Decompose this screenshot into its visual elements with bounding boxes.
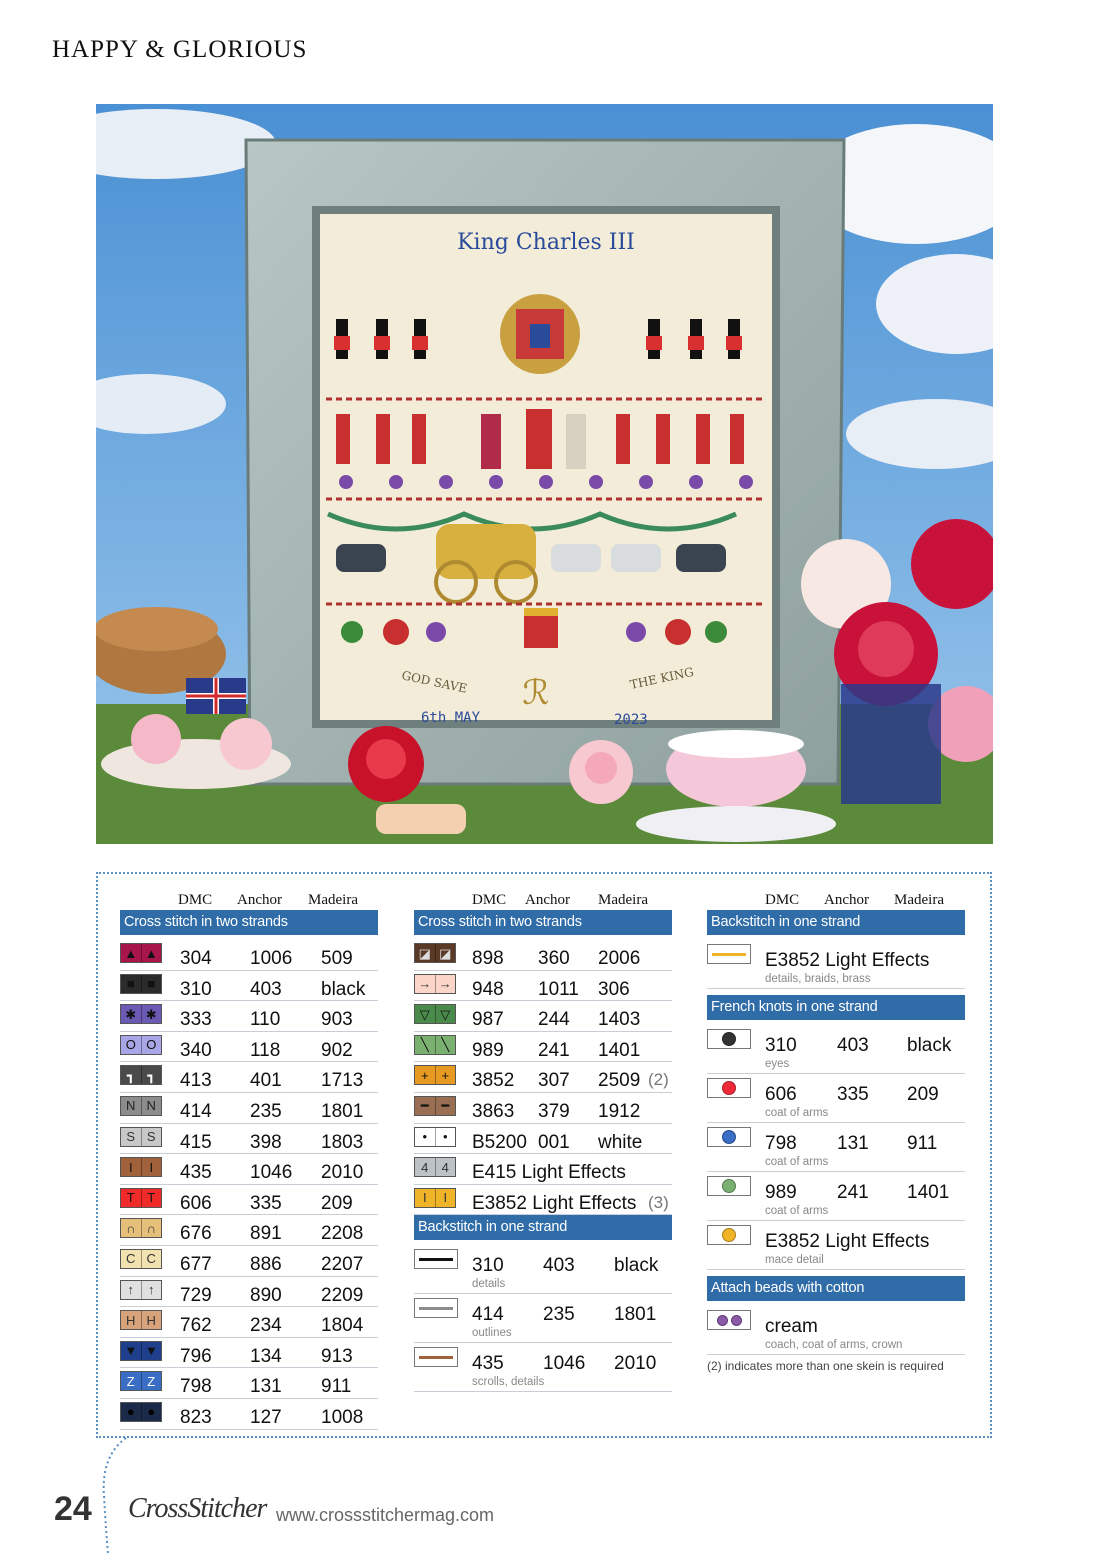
bead-icon — [707, 1310, 751, 1330]
thread-row — [414, 1185, 672, 1216]
thread-anchor: 379 — [538, 1100, 570, 1122]
thread-dmc: 415 — [180, 1131, 212, 1153]
section-french-knots: French knots in one strand — [707, 995, 965, 1020]
thread-row — [120, 1124, 378, 1155]
symbol-glyph: ╲ — [420, 1037, 429, 1053]
usage-note: details, braids, brass — [765, 973, 871, 985]
stitch-symbol-icon — [120, 1341, 162, 1361]
thread-madeira: 2209 — [321, 1284, 364, 1306]
usage-note: details — [472, 1278, 506, 1291]
thread-anchor: 886 — [250, 1253, 282, 1275]
thread-row — [414, 1124, 672, 1155]
usage-note: coat of arms — [765, 1205, 829, 1217]
thread-madeira: 1713 — [321, 1070, 364, 1092]
usage-note: eyes — [765, 1058, 790, 1070]
thread-madeira: 2006 — [598, 948, 641, 969]
thread-dmc: 823 — [180, 1406, 212, 1428]
thread-madeira: 902 — [321, 1039, 353, 1061]
thread-madeira: 209 — [321, 1192, 353, 1214]
symbol-glyph: T — [141, 1189, 162, 1207]
backstitch-row — [414, 1294, 672, 1343]
stitch-symbol-icon — [414, 974, 456, 994]
thread-row — [120, 1185, 378, 1216]
backstitch-row — [414, 1343, 672, 1392]
symbol-glyph: ✱ — [125, 1006, 137, 1022]
thread-row — [120, 1062, 378, 1093]
thread-madeira: 306 — [598, 978, 630, 1000]
page-header-title: HAPPY & GLORIOUS — [52, 36, 308, 63]
thread-dmc: 413 — [180, 1070, 212, 1092]
header-anchor: Anchor — [824, 892, 869, 908]
symbol-glyph: I — [435, 1189, 456, 1207]
thread-anchor: 360 — [538, 948, 570, 969]
stitch-symbol-icon — [120, 1035, 162, 1055]
magazine-url: www.crossstitchermag.com — [276, 1505, 495, 1525]
symbol-glyph: N — [126, 1098, 136, 1114]
symbol-glyph: ┓ — [141, 1066, 162, 1084]
thread-dmc: 304 — [180, 948, 212, 969]
symbol-glyph: C — [126, 1251, 136, 1267]
symbol-glyph: S — [141, 1128, 162, 1146]
thread-dmc: 987 — [472, 1009, 504, 1031]
thread-anchor: 890 — [250, 1284, 282, 1306]
symbol-glyph: ✱ — [141, 1005, 162, 1023]
stitch-symbol-icon — [414, 1127, 456, 1147]
symbol-glyph: ┓ — [126, 1067, 135, 1083]
symbol-glyph: ▲ — [141, 944, 162, 962]
key-column-1 — [120, 892, 378, 1430]
header-madeira: Madeira — [598, 892, 648, 908]
thread-dmc: 989 — [765, 1182, 797, 1203]
backstitch-row — [414, 1245, 672, 1294]
thread-anchor: 1011 — [538, 978, 579, 1000]
thread-dmc: 989 — [472, 1039, 504, 1061]
stitch-symbol-icon — [120, 1065, 162, 1085]
thread-name: E3852 Light Effects — [765, 1231, 930, 1252]
thread-dmc: 3852 — [472, 1070, 515, 1092]
thread-anchor: 403 — [250, 978, 282, 1000]
french-row — [707, 1025, 965, 1074]
thread-madeira: 2509 — [598, 1070, 641, 1092]
thread-row — [414, 1154, 672, 1185]
thread-dmc: 798 — [180, 1376, 212, 1398]
thread-madeira: 903 — [321, 1009, 353, 1031]
symbol-glyph: ◪ — [418, 945, 431, 961]
skein-count: (2) — [648, 1070, 669, 1090]
thread-madeira: 2010 — [614, 1353, 657, 1375]
sampler-motto-left: GOD SAVE — [400, 668, 469, 696]
stitch-symbol-icon — [120, 943, 162, 963]
thread-dmc: 414 — [180, 1100, 212, 1122]
stitch-symbol-icon — [414, 1035, 456, 1055]
symbol-glyph: I — [141, 1158, 162, 1176]
column-headers — [120, 892, 378, 910]
french-knot-icon — [707, 1078, 751, 1098]
header-dmc: DMC — [178, 892, 213, 908]
thread-dmc: 435 — [472, 1353, 504, 1375]
symbol-glyph: ∩ — [141, 1219, 162, 1237]
symbol-glyph: 4 — [421, 1159, 429, 1175]
symbol-glyph: ▽ — [419, 1006, 430, 1022]
symbol-glyph: C — [141, 1250, 162, 1268]
thread-madeira: white — [598, 1131, 643, 1153]
stitch-symbol-icon — [120, 1402, 162, 1422]
thread-row — [120, 940, 378, 971]
thread-anchor: 241 — [837, 1182, 869, 1203]
thread-row — [120, 1368, 378, 1399]
symbol-glyph: → — [418, 976, 432, 992]
thread-madeira: 1804 — [321, 1315, 364, 1337]
symbol-glyph: Z — [126, 1373, 135, 1389]
symbol-glyph: ◪ — [435, 944, 456, 962]
thread-row — [414, 1001, 672, 1032]
stitch-symbol-icon — [414, 943, 456, 963]
symbol-glyph: ● — [126, 1404, 135, 1420]
thread-name: E415 Light Effects — [472, 1162, 626, 1184]
symbol-glyph: ■ — [141, 975, 162, 993]
thread-row — [120, 1032, 378, 1063]
sampler-motto-right: THE KING — [628, 664, 696, 692]
thread-name: cream — [765, 1316, 818, 1337]
thread-dmc: 333 — [180, 1009, 212, 1031]
backstitch-row — [707, 940, 965, 989]
symbol-glyph: ▼ — [124, 1343, 138, 1359]
backstitch-line-icon — [414, 1298, 458, 1318]
thread-anchor: 118 — [250, 1039, 281, 1061]
sampler-photo — [96, 104, 993, 844]
thread-row — [120, 971, 378, 1002]
thread-anchor: 403 — [837, 1035, 869, 1056]
symbol-glyph: ╲ — [435, 1036, 456, 1054]
thread-name: E3852 Light Effects — [472, 1192, 637, 1214]
thread-anchor: 1006 — [250, 948, 293, 969]
symbol-glyph: O — [125, 1037, 136, 1053]
thread-madeira: 1401 — [598, 1039, 641, 1061]
thread-madeira: 1803 — [321, 1131, 364, 1153]
symbol-glyph: ▽ — [435, 1005, 456, 1023]
column-headers — [707, 892, 965, 910]
symbol-glyph: • — [422, 1129, 428, 1145]
thread-row — [120, 1307, 378, 1338]
symbol-glyph: N — [141, 1097, 162, 1115]
thread-madeira: black — [907, 1035, 952, 1056]
thread-madeira: 913 — [321, 1345, 353, 1367]
section-backstitch: Backstitch in one strand — [707, 910, 965, 935]
thread-row — [414, 1032, 672, 1063]
thread-anchor: 131 — [250, 1376, 282, 1398]
thread-dmc: 3863 — [472, 1100, 515, 1122]
thread-row — [414, 940, 672, 971]
thread-madeira: 1801 — [321, 1100, 364, 1122]
thread-dmc: 796 — [180, 1345, 212, 1367]
french-row — [707, 1172, 965, 1221]
thread-madeira: 2010 — [321, 1162, 364, 1184]
stitch-symbol-icon — [120, 1249, 162, 1269]
stitch-symbol-icon — [120, 1096, 162, 1116]
thread-anchor: 001 — [538, 1131, 570, 1153]
usage-note: coat of arms — [765, 1156, 829, 1168]
thread-anchor: 241 — [538, 1039, 570, 1061]
thread-madeira: 1401 — [907, 1182, 950, 1203]
sampler-date-right: 2023 — [614, 712, 648, 728]
symbol-glyph: → — [435, 975, 456, 993]
skein-footnote: (2) indicates more than one skein is required — [707, 1359, 944, 1373]
symbol-glyph: I — [422, 1190, 427, 1206]
thread-name: E3852 Light Effects — [765, 950, 930, 971]
stitch-symbol-icon — [414, 1065, 456, 1085]
thread-row — [120, 1001, 378, 1032]
header-anchor: Anchor — [237, 892, 282, 908]
french-knot-icon — [707, 1029, 751, 1049]
thread-anchor: 335 — [250, 1192, 282, 1214]
thread-anchor: 403 — [543, 1255, 575, 1277]
thread-anchor: 307 — [538, 1070, 570, 1092]
header-madeira: Madeira — [308, 892, 358, 908]
magazine-brand: CrossStitcher — [128, 1493, 267, 1524]
thread-row — [120, 1246, 378, 1277]
thread-madeira: black — [321, 978, 366, 1000]
symbol-glyph: ↑ — [141, 1281, 162, 1299]
thread-anchor: 110 — [250, 1009, 281, 1031]
symbol-glyph: ∩ — [126, 1220, 136, 1236]
thread-madeira: 209 — [907, 1084, 939, 1105]
symbol-glyph: Z — [141, 1372, 162, 1390]
thread-anchor: 131 — [837, 1133, 869, 1154]
sampler-cypher: ℛ — [522, 673, 550, 713]
usage-note: mace detail — [765, 1254, 824, 1266]
symbol-glyph: ■ — [126, 976, 135, 992]
symbol-glyph: ━ — [435, 1097, 456, 1115]
thread-madeira: 1801 — [614, 1304, 657, 1326]
thread-madeira: 1912 — [598, 1100, 641, 1122]
section-beads: Attach beads with cotton — [707, 1276, 965, 1301]
stitch-symbol-icon — [120, 1310, 162, 1330]
symbol-glyph: 4 — [435, 1158, 456, 1176]
usage-note: scrolls, details — [472, 1376, 545, 1389]
bead-row — [707, 1306, 965, 1355]
thread-anchor: 235 — [543, 1304, 575, 1326]
page-number: 24 — [54, 1490, 92, 1528]
thread-dmc: 340 — [180, 1039, 212, 1061]
symbol-glyph: ━ — [420, 1098, 429, 1114]
thread-madeira: 2208 — [321, 1223, 364, 1245]
stitch-symbol-icon — [120, 1280, 162, 1300]
thread-dmc: 762 — [180, 1315, 212, 1337]
thread-madeira: 1403 — [598, 1009, 641, 1031]
sampler-title: King Charles III — [457, 230, 635, 255]
header-anchor: Anchor — [525, 892, 570, 908]
header-dmc: DMC — [472, 892, 507, 908]
thread-dmc: 729 — [180, 1284, 212, 1306]
thread-madeira: 911 — [321, 1376, 352, 1398]
symbol-glyph: + — [420, 1067, 429, 1083]
section-cross-stitch: Cross stitch in two strands — [414, 910, 672, 935]
thread-anchor: 134 — [250, 1345, 282, 1367]
thread-dmc: B5200 — [472, 1131, 527, 1153]
symbol-glyph: ▲ — [124, 945, 138, 961]
thread-madeira: 2207 — [321, 1253, 364, 1275]
header-madeira: Madeira — [894, 892, 944, 908]
symbol-glyph: ● — [141, 1403, 162, 1421]
stitch-symbol-icon — [120, 1004, 162, 1024]
thread-anchor: 1046 — [250, 1162, 293, 1184]
usage-note: coat of arms — [765, 1107, 829, 1119]
thread-anchor: 891 — [250, 1223, 282, 1245]
usage-note: coach, coat of arms, crown — [765, 1339, 903, 1351]
stitch-symbol-icon — [120, 1157, 162, 1177]
french-knot-icon — [707, 1127, 751, 1147]
thread-anchor: 335 — [837, 1084, 869, 1105]
symbol-glyph: T — [126, 1190, 135, 1206]
thread-row — [120, 1277, 378, 1308]
thread-dmc: 414 — [472, 1304, 504, 1326]
column-headers — [414, 892, 672, 910]
key-column-3 — [707, 892, 965, 1373]
thread-row — [120, 1215, 378, 1246]
french-row — [707, 1074, 965, 1123]
french-row — [707, 1123, 965, 1172]
thread-row — [414, 1093, 672, 1124]
symbol-glyph: • — [435, 1128, 456, 1146]
thread-madeira: 509 — [321, 948, 353, 969]
backstitch-line-icon — [414, 1249, 458, 1269]
symbol-glyph: ▼ — [141, 1342, 162, 1360]
french-row — [707, 1221, 965, 1270]
sampler-date-left: 6th MAY — [421, 710, 481, 726]
stitch-symbol-icon — [414, 1157, 456, 1177]
french-knot-icon — [707, 1225, 751, 1245]
thread-anchor: 127 — [250, 1406, 282, 1428]
symbol-glyph: S — [126, 1129, 136, 1145]
symbol-glyph: + — [435, 1066, 456, 1084]
thread-dmc: 310 — [180, 978, 212, 1000]
thread-dmc: 606 — [765, 1084, 797, 1105]
stitch-symbol-icon — [120, 974, 162, 994]
symbol-glyph: H — [126, 1312, 136, 1328]
thread-row — [414, 1062, 672, 1093]
section-cross-stitch: Cross stitch in two strands — [120, 910, 378, 935]
section-backstitch: Backstitch in one strand — [414, 1215, 672, 1240]
thread-anchor: 1046 — [543, 1353, 586, 1375]
symbol-glyph: ↑ — [127, 1282, 134, 1298]
symbol-glyph: I — [128, 1159, 133, 1175]
stitch-symbol-icon — [120, 1188, 162, 1208]
thread-dmc: 435 — [180, 1162, 212, 1184]
backstitch-line-icon — [414, 1347, 458, 1367]
backstitch-line-icon — [707, 944, 751, 964]
stitch-symbol-icon — [120, 1218, 162, 1238]
stitch-symbol-icon — [120, 1371, 162, 1391]
thread-dmc: 948 — [472, 978, 504, 1000]
thread-row — [120, 1093, 378, 1124]
symbol-glyph: O — [141, 1036, 162, 1054]
thread-anchor: 244 — [538, 1009, 570, 1031]
thread-dmc: 898 — [472, 948, 504, 969]
thread-row — [120, 1154, 378, 1185]
stitch-symbol-icon — [414, 1096, 456, 1116]
thread-row — [414, 971, 672, 1002]
thread-dmc: 310 — [765, 1035, 797, 1056]
stitch-symbol-icon — [414, 1004, 456, 1024]
thread-dmc: 798 — [765, 1133, 797, 1154]
stitch-symbol-icon — [414, 1188, 456, 1208]
thread-madeira: 1008 — [321, 1406, 364, 1428]
thread-row — [120, 1338, 378, 1369]
thread-madeira: black — [614, 1255, 659, 1277]
thread-madeira: 911 — [907, 1133, 938, 1154]
thread-anchor: 401 — [250, 1070, 282, 1092]
thread-anchor: 235 — [250, 1100, 282, 1122]
stitch-symbol-icon — [120, 1127, 162, 1147]
skein-count: (3) — [648, 1192, 669, 1212]
thread-anchor: 398 — [250, 1131, 282, 1153]
french-knot-icon — [707, 1176, 751, 1196]
thread-anchor: 234 — [250, 1315, 282, 1337]
usage-note: outlines — [472, 1327, 512, 1340]
thread-dmc: 606 — [180, 1192, 212, 1214]
key-column-2 — [414, 892, 672, 1392]
thread-dmc: 677 — [180, 1253, 212, 1275]
thread-dmc: 676 — [180, 1223, 212, 1245]
header-dmc: DMC — [765, 892, 800, 908]
symbol-glyph: H — [141, 1311, 162, 1329]
thread-dmc: 310 — [472, 1255, 504, 1277]
thread-row — [120, 1399, 378, 1430]
